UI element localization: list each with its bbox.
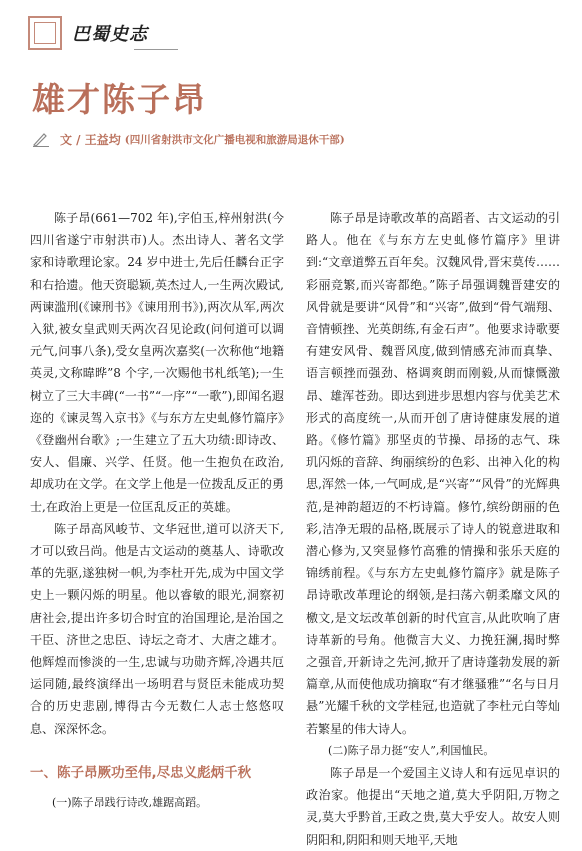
author-note: (四川省射洪市文化广播电视和旅游局退休干部): [124, 133, 345, 146]
sub-heading: (一)陈子昂践行诗改,雄踞高蹈。: [52, 796, 208, 810]
paragraph: 陈子昂是诗歌改革的高蹈者、古文运动的引路人。他在《与东方左史虬修竹篇序》里讲到:“文章道弊五百年矣。汉魏风骨,晋宋莫传……彩丽竞繁,而兴寄都绝。”陈子昂强调魏晋建安的风骨就是要讲“风骨”和“兴寄”,做到“骨气端翔、音情顿挫、光英朗练,有金石声”。他要求诗歌要有建安风骨、魏晋风度,做到情感充沛而真挚、语言顿挫而强劲、格调爽朗而刚毅,从而慷慨激昂、雄浑苍劲。即达到进步思想内容与优美艺术形式的高度统一,从而开创了唐诗健康发展的道路。《修竹篇》那坚贞的节操、昂扬的志气、珠玑闪烁的音辞、绚丽缤纷的色彩、出神入化的构思,浑然一体,一气呵成,是“兴寄”“风骨”的光辉典范,是神韵超迈的不朽诗篇。修竹,缤纷朗丽的色彩,洁净无瑕的品格,既展示了诗人的锐意进取和潜心修为,又突显修竹高雅的情操和张乐天庭的锦绣前程。《与东方左史虬修竹篇序》就是陈子昂诗歌改革理论的纲领,是扫荡六朝柔靡文风的檄文,是文坛改革创新的时代宣言,从此吹响了唐诗革新的号角。他微言大义、力挽狂澜,揭时弊之强音,开新诗之先河,掀开了唐诗蓬勃发展的新篇章,从而使他成功摘取“有才继骚雅”“名与日月悬”光耀千秋的文学桂冠,也造就了李杜元白等灿若繁星的伟大诗人。: [306, 211, 560, 736]
section-heading: 一、陈子昂厥功至伟,尽忠义彪炳千秋: [30, 764, 252, 781]
author-name: 文 / 王益均: [60, 132, 121, 147]
seal-icon: [28, 16, 62, 50]
sub-heading: (二)陈子昂力挺“安人”,利国恤民。: [328, 743, 495, 757]
magazine-header: [22, 12, 562, 62]
right-column: [306, 207, 560, 851]
byline: [32, 130, 345, 148]
paragraph: 陈子昂(661—702 年),字伯玉,梓州射洪(今四川省遂宁市射洪市)人。杰出诗人、著名文学家和诗歌理论家。24 岁中进士,先后任麟台正字和右拾遗。他天资聪颖,英杰过人,一生两次殿试,两谏滥刑(《谏刑书》《谏用刑书》),两次从军,两次入狱,被女皇武则天两次召见论政(问何道可以调元气,问事八条),受女皇两次嘉奖(一次称他“地籍英灵,文称暐晔”8 个字,一次赐他书札纸笔);一生树立了三大丰碑(“一书”“一序”“一歌”),即闻名遐迩的《谏灵驾入京书》《与东方左史虬修竹篇序》《登幽州台歌》;一生建立了五大功绩:即诗改、安人、倡廉、兴学、任贤。他一生抱负在政治,却成功在文学。在文学上他是一位拨乱反正的勇士,在政治上更是一位匡乱反正的英雄。: [30, 211, 284, 514]
paragraph: 陈子昂高风峻节、文华冠世,道可以济天下,才可以致吕尚。他是古文运动的奠基人、诗歌改革的先驱,遂独树一帜,为李杜开先,成为中国文学史上一颗闪烁的明星。他以睿敏的眼光,洞察初唐社会,提出许多切合时宜的治国理论,是治国之干臣、济世之忠臣、诗坛之奇才、大唐之雄才。他辉煌而惨淡的一生,忠诚与功勋齐辉,冷遇共厄运同随,最终演绎出一场明君与贤臣未能成功契合的历史悲剧,博得古今无数仁人志士悠悠叹息、深深怀念。: [30, 521, 284, 736]
brand-underline: [134, 49, 178, 50]
paragraph: 陈子昂是一个爱国主义诗人和有远见卓识的政治家。他提出“天地之道,莫大乎阴阳,万物之灵,莫大乎黔首,王政之贵,莫大乎安人。故安人则阴阳和,阴阳和则天地平,天地: [306, 766, 560, 847]
left-column: [30, 207, 284, 814]
pen-icon: [32, 131, 50, 147]
magazine-brand: 巴蜀史志: [72, 24, 148, 45]
article-title: 雄才陈子昂: [32, 80, 207, 119]
